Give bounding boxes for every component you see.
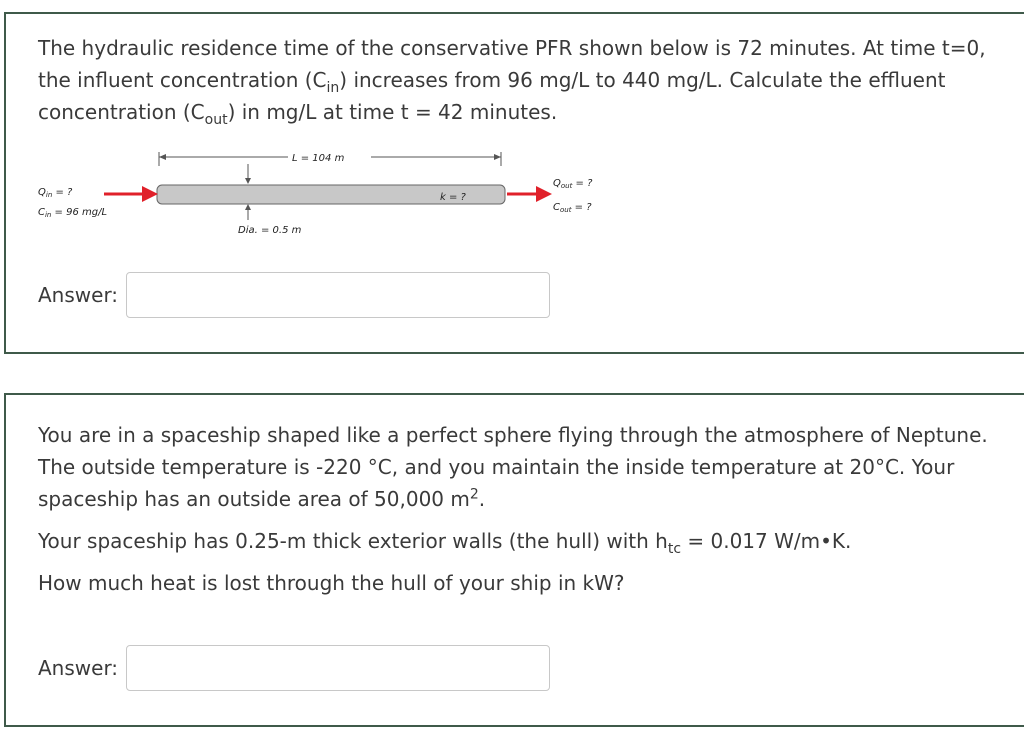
answer-label-1: Answer: <box>38 283 119 307</box>
length-label: L = 104 m <box>292 153 345 164</box>
answer-label-2: Answer: <box>38 656 119 680</box>
inlet-arrow-icon <box>142 186 158 202</box>
qout-label: $Q_{out}$ = ? <box>553 178 593 190</box>
question-2-paragraph-1: You are in a spaceship shaped like a perfect sphere flying through the atmosphere of Neptune. The outside temperature is -220 °C, and you maintain the inside temperature at 20°C. Your spaceship has an outside area of 50,000 $m^2$. <box>38 423 988 511</box>
answer-input-1[interactable] <box>126 272 550 318</box>
cout-label: $C_{out}$ = ? <box>553 202 592 214</box>
qin-label: $Q_{in}$ = ? <box>38 187 73 199</box>
question-2-paragraph-3: How much heat is lost through the hull of your ship in kW? <box>38 571 625 595</box>
outlet-arrow-icon <box>536 186 552 202</box>
k-label: k = ? <box>440 192 466 203</box>
answer-input-2[interactable] <box>126 645 550 691</box>
pfr-diagram <box>26 142 626 242</box>
answer-row-1 <box>38 272 550 318</box>
question-2-paragraph-2: Your spaceship has 0.25-m thick exterior walls (the hull) with $h_{tc} = 0.017$ W/m•K. <box>38 529 852 557</box>
answer-row-2 <box>38 645 550 691</box>
diameter-label: Dia. = 0.5 m <box>238 225 302 236</box>
question-card-1 <box>4 12 1024 354</box>
question-card-2 <box>4 393 1024 727</box>
question-1-text: The hydraulic residence time of the conservative PFR shown below is 72 minutes. At time t=0, the influent concentration $(C_{in})$ increases from 96 mg/L to 440 mg/L. Calculate the effluent concentration $(C_{out})$ in mg/L at time t = 42 minutes. <box>38 36 986 128</box>
cin-label: $C_{in} = 96$ mg/L <box>38 207 108 219</box>
